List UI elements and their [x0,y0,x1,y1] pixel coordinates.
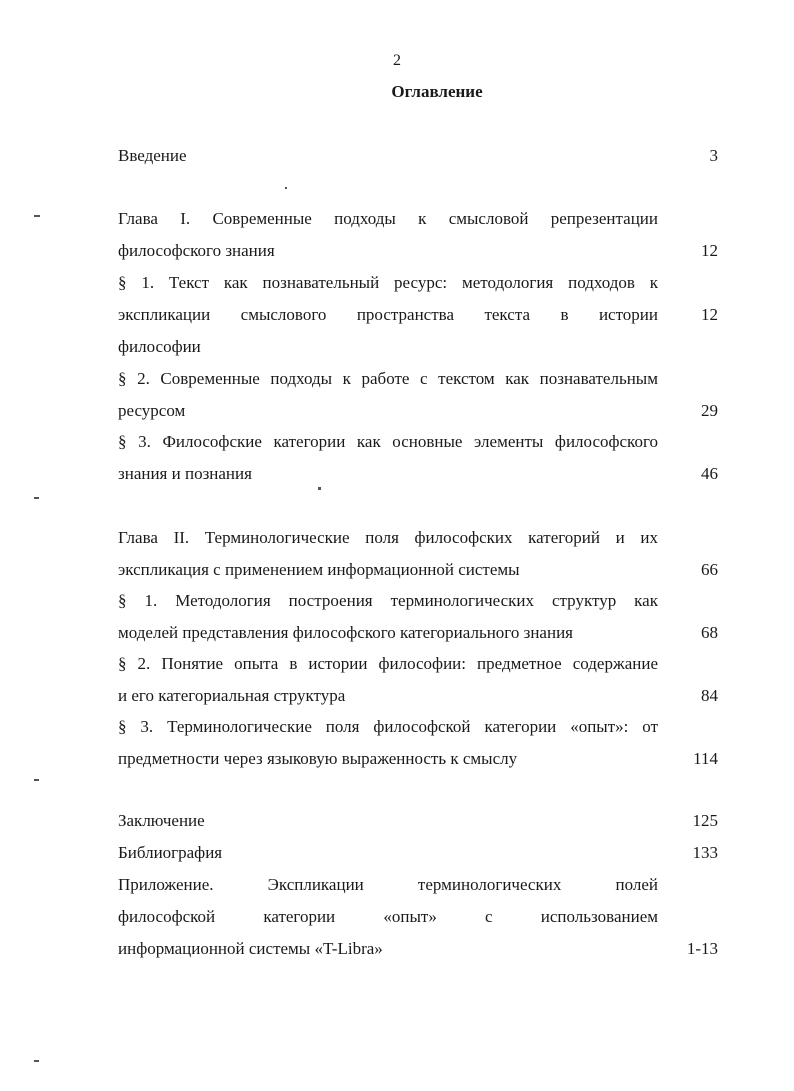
toc-page-number: 125 [692,811,718,830]
scan-speck [318,487,321,490]
toc-entry-line: экспликации смыслового пространства текста в истории [118,305,658,324]
toc-entry-line: Глава I. Современные подходы к смысловой репрезентации [118,209,658,228]
toc-page-number: 1-13 [686,939,718,958]
toc-entry-line: Приложение. Экспликации терминологических полей [118,875,658,894]
toc-entry-ch2-sec2 [118,648,718,714]
toc-page-number: 68 [701,623,718,642]
toc-entry-conclusion [118,805,718,839]
toc-page-number: 114 [693,749,718,768]
scan-speck [34,497,39,499]
toc-entry-line: моделей представления философского категориального знания [118,623,573,642]
toc-page-number: 46 [701,464,718,483]
scan-speck [34,779,39,781]
toc-entry-line: § 1. Текст как познавательный ресурс: методология подходов к [118,273,658,292]
toc-entry-line: ресурсом [118,401,186,420]
toc-entry-introduction [118,140,718,174]
toc-entry-chapter-2 [118,522,718,588]
toc-entry-line: знания и познания [118,464,252,483]
toc-entry-ch2-sec1 [118,585,718,651]
toc-entry-line: философского знания [118,241,275,260]
toc-entry-bibliography [118,837,718,871]
toc-entry-chapter-1 [118,203,718,269]
toc-entry-appendix [118,869,718,967]
scan-speck [34,1060,39,1062]
toc-page-number: 133 [692,843,718,862]
scan-speck [285,187,287,189]
toc-entry-ch2-sec3 [118,711,718,777]
toc-page-number: 29 [701,401,718,420]
toc-entry-line: Глава II. Терминологические поля философских категорий и их [118,528,658,547]
toc-page-number: 66 [701,560,718,579]
toc-entry-line: Библиография [118,843,223,862]
toc-entry-line: § 3. Терминологические поля философской категории «опыт»: от [118,717,658,736]
toc-entry-ch1-sec2 [118,363,718,429]
toc-entry-ch1-sec3 [118,426,718,492]
toc-entry-line: § 2. Современные подходы к работе с текстом как познавательным [118,369,658,388]
toc-entry-line: предметности через языковую выраженность к смыслу [118,749,518,768]
toc-page-number: 3 [709,146,718,165]
toc-title: Оглавление [391,82,483,101]
toc-entry-line: и его категориальная структура [118,686,346,705]
toc-entry-line: философской категории «опыт» с использованием [118,907,658,926]
toc-page-number: 12 [701,305,718,324]
toc-entry-ch1-sec1 [118,267,718,365]
toc-entry-line: философии [118,337,201,356]
toc-entry-line: § 2. Понятие опыта в истории философии: предметное содержание [118,654,658,673]
toc-entry-line: Введение [118,146,187,165]
toc-entry-line: § 3. Философские категории как основные элементы философского [118,432,658,451]
toc-page-number: 12 [701,241,718,260]
toc-entry-line: экспликация с применением информационной системы [118,560,520,579]
toc-entry-line: Заключение [118,811,205,830]
toc-entry-line: § 1. Методология построения терминологических структур как [118,591,658,610]
toc-entry-line: информационной системы «T-Libra» [118,939,383,958]
page-number: 2 [393,52,401,69]
toc-page-number: 84 [701,686,718,705]
scan-speck [34,215,40,217]
